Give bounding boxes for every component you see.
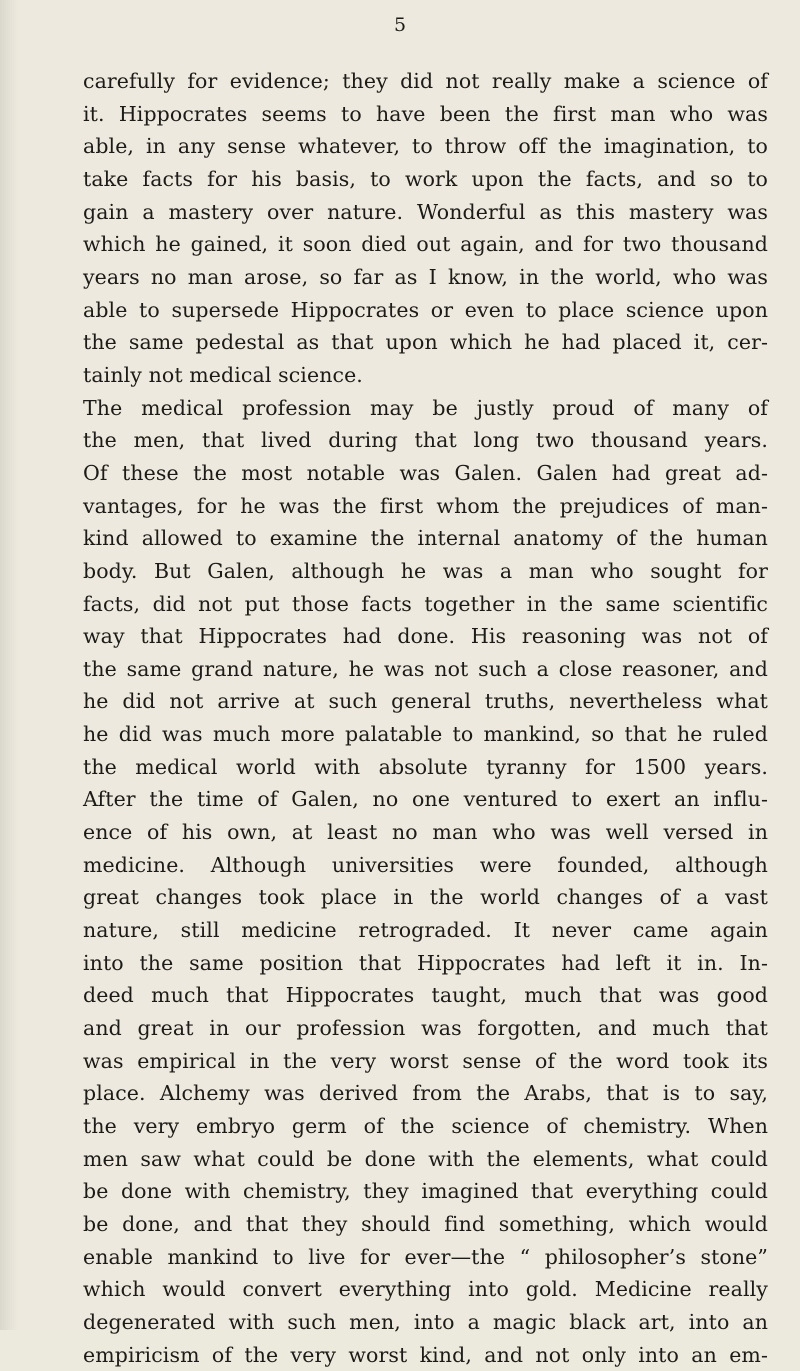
text-line: facts, did not put those facts together in the same scientific xyxy=(83,591,768,616)
text-line: vantages, for he was the first whom the prejudices of man- xyxy=(83,493,768,518)
text-line: gain a mastery over nature. Wonderful as this mastery was xyxy=(83,199,768,224)
text-line: carefully for evidence; they did not really make a science of xyxy=(83,69,768,93)
text-line: empiricism of the very worst kind, and not only into an em- xyxy=(83,1342,768,1367)
text-line: body. But Galen, although he was a man who sought for xyxy=(83,558,768,583)
text-line: the men, that lived during that long two thousand years. xyxy=(83,428,768,453)
text-line: tainly not medical science. xyxy=(83,362,363,387)
text-line: the same grand nature, he was not such a close reasoner, and xyxy=(83,656,768,681)
text-line: was empirical in the very worst sense of the word took its xyxy=(83,1048,768,1073)
text-line: be done with chemistry, they imagined that everything could xyxy=(83,1179,768,1204)
text-line: and great in our profession was forgotten, and much that xyxy=(83,1016,768,1041)
text-line: kind allowed to examine the internal anatomy of the human xyxy=(83,526,768,551)
text-line: which he gained, it soon died out again, and for two thousand xyxy=(83,232,768,257)
body-text xyxy=(83,65,768,1371)
text-line: degenerated with such men, into a magic black art, into an xyxy=(83,1309,768,1334)
text-line: take facts for his basis, to work upon the facts, and so to xyxy=(83,166,768,191)
text-line: ence of his own, at least no man who was well versed in xyxy=(83,820,768,845)
text-line: he did was much more palatable to mankind, so that he ruled xyxy=(83,722,768,747)
text-line: deed much that Hippocrates taught, much that was good xyxy=(83,983,768,1008)
text-line: Of these the most notable was Galen. Galen had great ad- xyxy=(83,460,768,485)
text-line: way that Hippocrates had done. His reasoning was not of xyxy=(83,624,768,649)
text-line: the very embryo germ of the science of chemistry. When xyxy=(83,1114,768,1138)
text-line: able to supersede Hippocrates or even to place science upon xyxy=(83,297,768,322)
text-line: years no man arose, so far as I know, in the world, who was xyxy=(83,264,768,289)
text-line: medicine. Although universities were founded, although xyxy=(83,852,768,877)
text-line: place. Alchemy was derived from the Arabs, that is to say, xyxy=(83,1081,768,1106)
text-line: into the same position that Hippocrates had left it in. In- xyxy=(83,950,768,975)
text-line: After the time of Galen, no one ventured to exert an influ- xyxy=(83,787,768,812)
page-number: 5 xyxy=(393,14,407,36)
text-line: great changes took place in the world changes of a vast xyxy=(83,885,768,910)
text-line: which would convert everything into gold. Medicine really xyxy=(83,1277,768,1302)
text-line: he did not arrive at such general truths, nevertheless what xyxy=(83,689,768,714)
text-line: the same pedestal as that upon which he had placed it, cer- xyxy=(83,330,768,355)
text-line: the medical world with absolute tyranny for 1500 years. xyxy=(83,754,768,779)
text-line: enable mankind to live for ever—the “ philosopher’s stone” xyxy=(83,1244,768,1269)
text-line: able, in any sense whatever, to throw off the imagination, to xyxy=(83,134,768,159)
text-line: it. Hippocrates seems to have been the first man who was xyxy=(83,101,768,126)
text-line: nature, still medicine retrograded. It never came again xyxy=(83,918,768,943)
text-line: The medical profession may be justly proud of many of xyxy=(83,395,768,420)
text-line: men saw what could be done with the elements, what could xyxy=(83,1146,768,1171)
text-line: be done, and that they should find something, which would xyxy=(83,1211,768,1236)
